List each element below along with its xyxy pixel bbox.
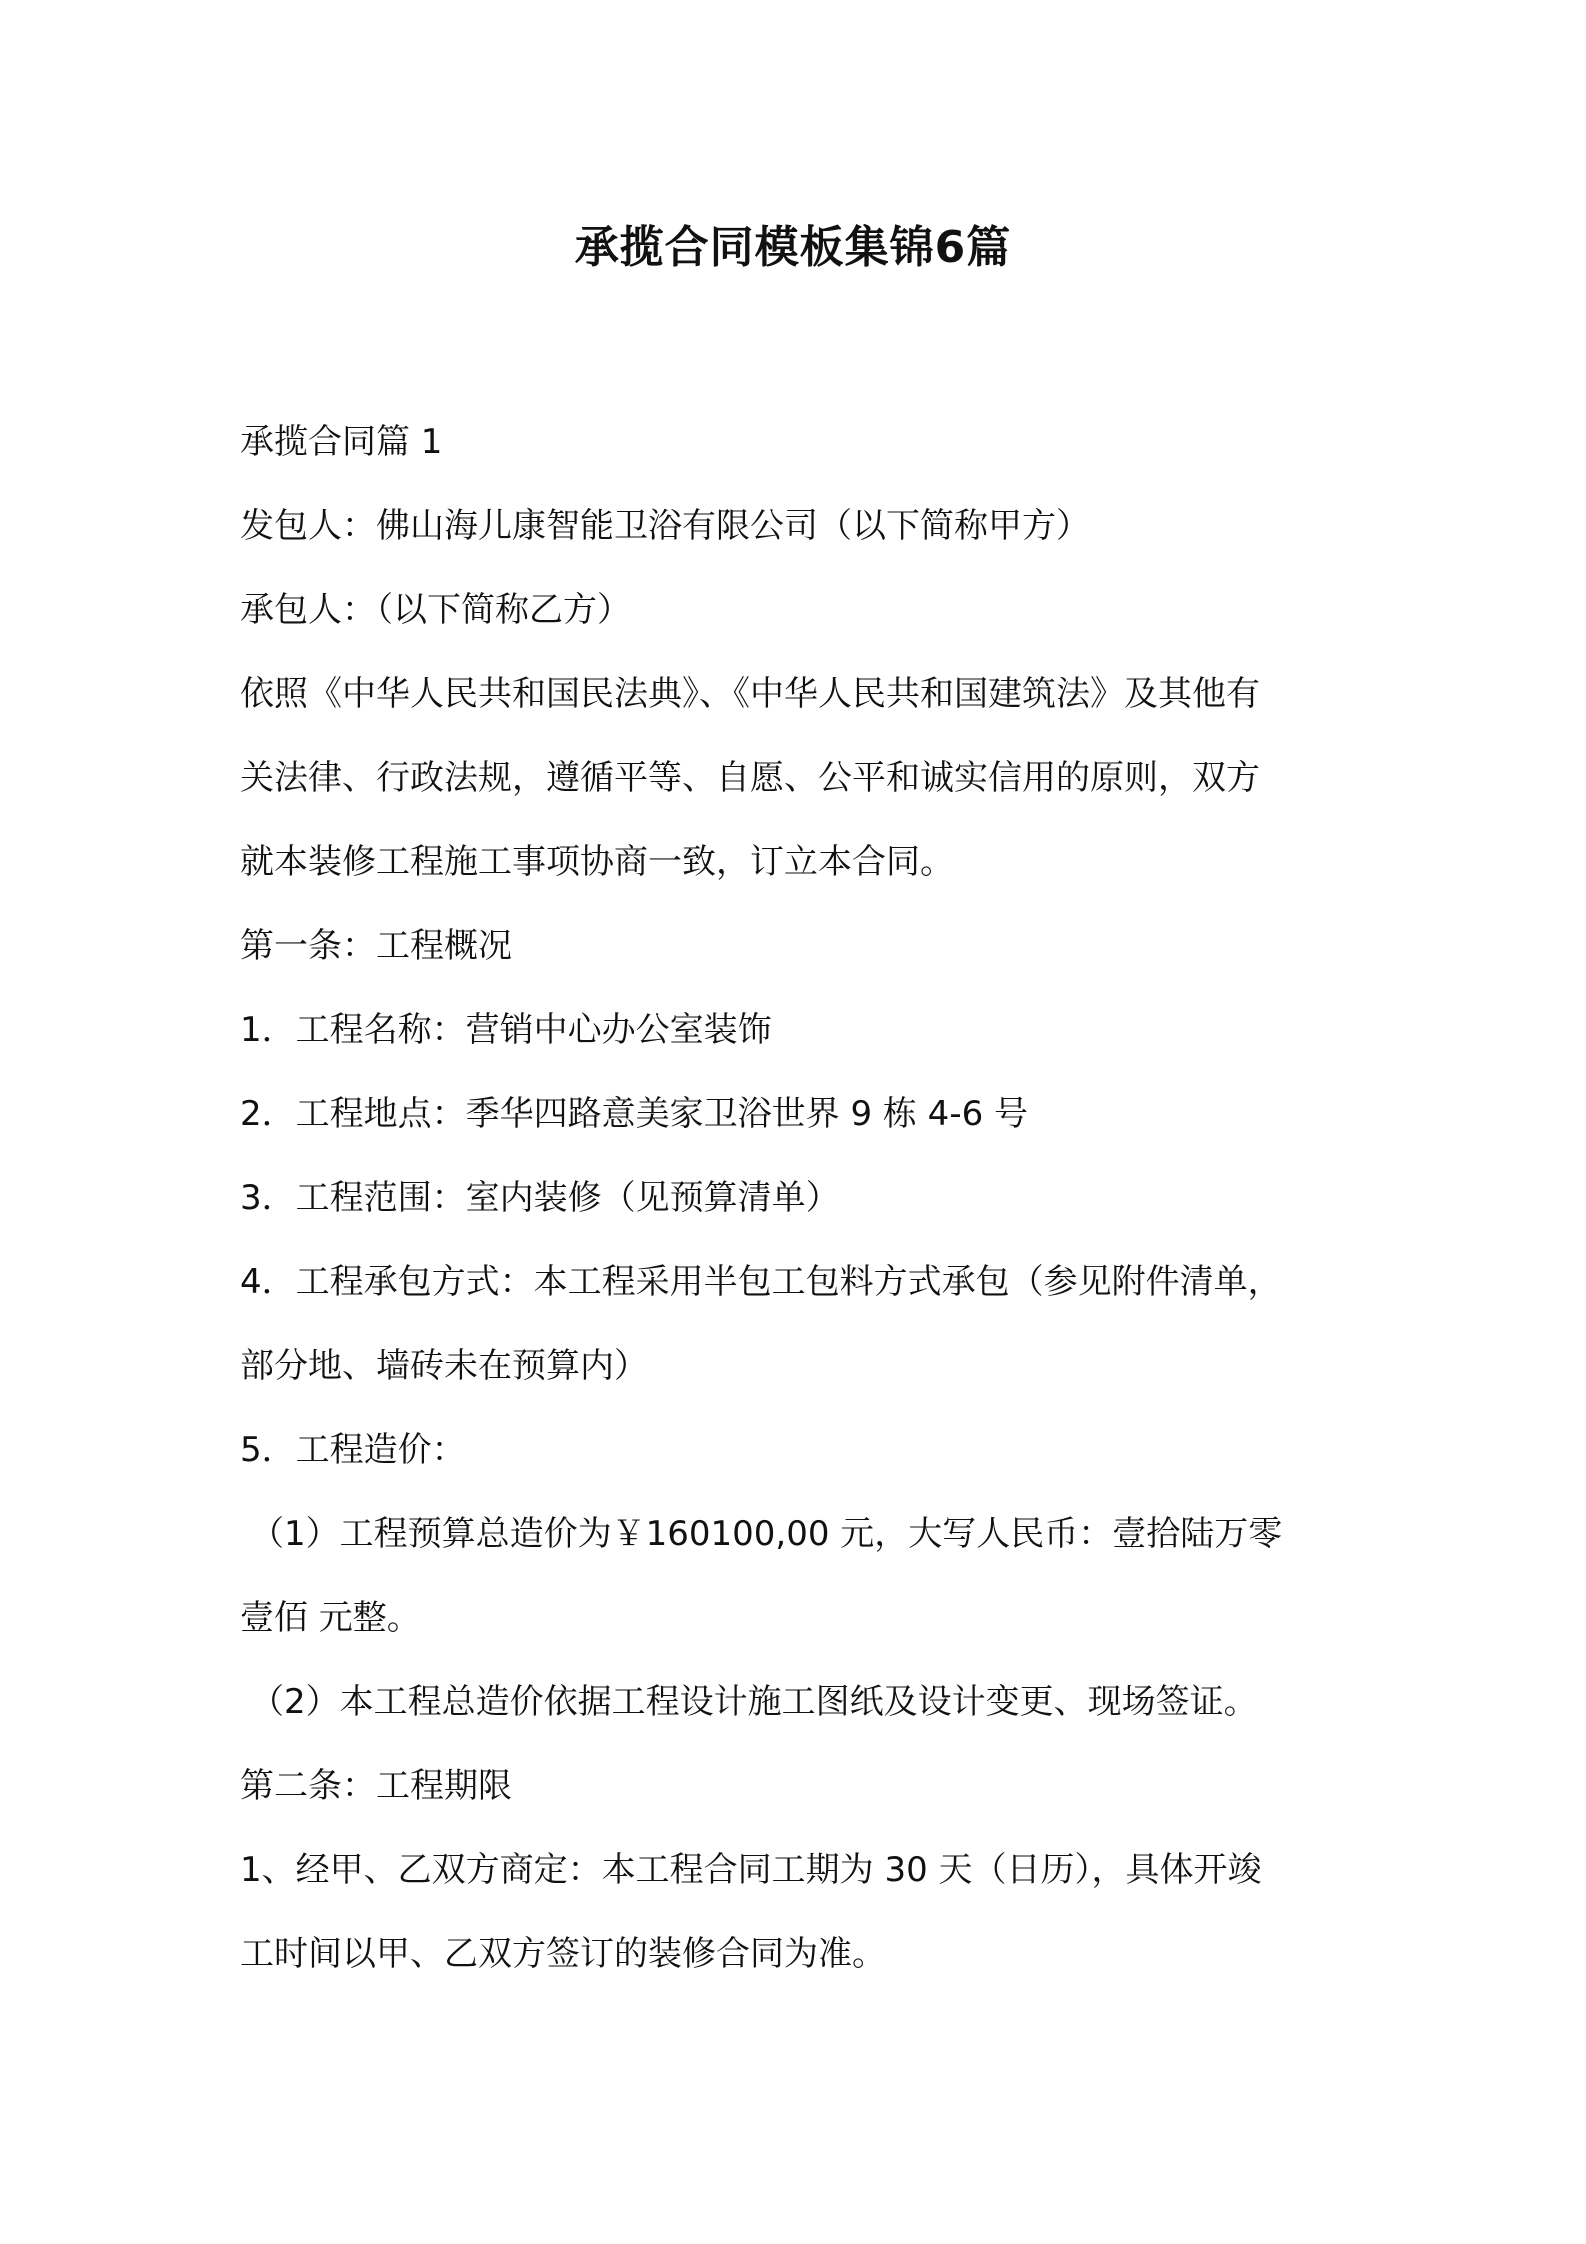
document-body	[240, 400, 1370, 1996]
section-heading: 承揽合同篇 1	[240, 422, 443, 462]
clause-line: 1、经甲、乙双方商定：本工程合同工期为 30 天（日历），具体开竣	[240, 1850, 1262, 1890]
clause-line: 3．工程范围：室内装修（见预算清单）	[240, 1178, 840, 1218]
clause-line: 工时间以甲、乙双方签订的装修合同为准。	[240, 1934, 886, 1974]
contractor-line: 发包人：佛山海儿康智能卫浴有限公司（以下简称甲方）	[240, 506, 1090, 546]
subcontractor-line: 承包人：（以下简称乙方）	[240, 590, 631, 630]
subclause-line: （1）工程预算总造价为￥160100,00 元，大写人民币：壹拾陆万零	[250, 1514, 1283, 1554]
clause-line: 部分地、墙砖未在预算内）	[240, 1346, 648, 1386]
clause-line: 5．工程造价：	[240, 1430, 466, 1470]
paragraph-line: 就本装修工程施工事项协商一致，订立本合同。	[240, 842, 954, 882]
clause-line: 1．工程名称：营销中心办公室装饰	[240, 1010, 772, 1050]
article-heading: 第一条：工程概况	[240, 926, 512, 966]
paragraph-line: 关法律、行政法规，遵循平等、自愿、公平和诚实信用的原则，双方	[240, 758, 1260, 798]
subclause-line: 壹佰 元整。	[240, 1598, 421, 1638]
article-heading: 第二条：工程期限	[240, 1766, 512, 1806]
paragraph-line: 依照《中华人民共和国民法典》、《中华人民共和国建筑法》及其他有	[240, 674, 1260, 714]
subclause-line: （2）本工程总造价依据工程设计施工图纸及设计变更、现场签证。	[250, 1682, 1258, 1722]
document-title: 承揽合同模板集锦6篇	[574, 222, 1012, 273]
clause-line: 2．工程地点：季华四路意美家卫浴世界 9 栋 4-6 号	[240, 1094, 1029, 1134]
clause-line: 4．工程承包方式：本工程采用半包工包料方式承包（参见附件清单，	[240, 1262, 1282, 1302]
